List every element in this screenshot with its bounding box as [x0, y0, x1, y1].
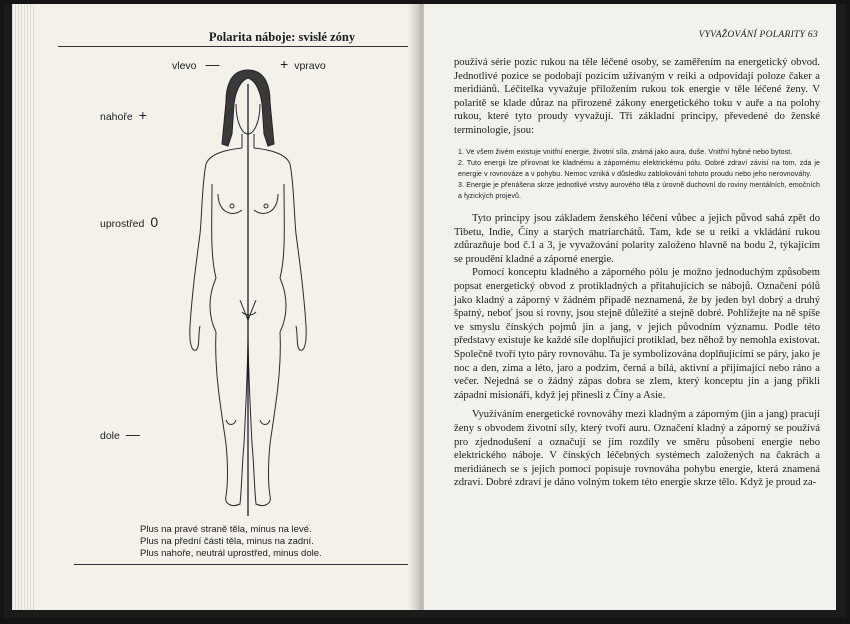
caption-rule [74, 564, 414, 565]
left-page [12, 4, 422, 610]
label-middle: uprostřed 0 [100, 214, 159, 230]
label-bottom: dole — [100, 426, 140, 442]
caption-line: Plus na pravé straně těla, minus na levé. [140, 524, 312, 535]
caption-line: Plus na přední části těla, minus na zadní. [140, 536, 314, 547]
body-text [454, 56, 820, 490]
principle-item: 1. Ve všem živém existuje vnitřní energie, životní síla, známá jako aura, duše. Vnitřní hybné nebo bytost. [458, 148, 793, 156]
paragraph: Využíváním energetické rovnováhy mezi kladným a záporným (jin a jang) pracují ženy s obvodem životní síly, který tvoří auru. Označení kladný a záporný se používá pro zjednodušení a označují se jím rozdíly ve směru působení energie nebo elektrického náboje. V čínských léčebných systémech založených na čakrách a meridiánech se s jejich pomocí popisuje rovnováha pohybu energie, která znamená zdraví. Dobré zdraví je dáno volným tokem této energie skrze tělo. Když je proud za- [454, 409, 820, 489]
paragraph: používá série pozic rukou na těle léčené osoby, se zaměřením na energetický obvod. Jednotlivé pozice se podobají pozicím užívaným v reiki a odpovídají poloze čaker a meridiánů. Léčitelka vyvažuje přiložením rukou tok energie v těle léčené ženy. V polaritě se klade důraz na přirozené zákony energetického toku v auře a na polohy rukou, které tyto proudy vyvažují. Tři základní principy, převedené do ženské terminologie, jsou: [454, 57, 820, 136]
label-top: nahoře + [100, 107, 147, 123]
principle-item: 2. Tuto energii lze přirovnat ke kladnému a zápornému elektrickému pólu. Dobré zdraví závisí na tom, zda je energie v rovnováze a v pohybu. Nemoc vzniká v důsledku zablokování tohoto proudu nebo jeho nerovnováhy. [458, 160, 820, 178]
label-right: + vpravo [280, 56, 326, 72]
page-edges [12, 4, 34, 610]
right-page [424, 4, 836, 610]
body-figure-illustration [162, 64, 342, 516]
principle-item: 3. Energie je přenášena skrze jednotlivé vrstvy aurového těla z úrovně duchovní do roviny mentálních, emočních a fyzických projevů. [458, 182, 820, 200]
paragraph: Tyto principy jsou základem ženského léčení vůbec a jejich původ sahá zpět do Tibetu, Indie, Číny a starých matriarchátů. Tam, kde se u reiki a vkládání rukou zdůrazňuje bod č.1 a 3, je vyvažování polarity založeno hlavně na bodu 2, týkajícím se proudění kladné a záporné energie. [454, 213, 820, 265]
figure-title: Polarita náboje: svislé zóny [208, 30, 356, 44]
paragraph: Pomocí konceptu kladného a záporného pólu je možno jednoduchým způsobem popsat energetický obvod z protikladných a přitahujících se nábojů. Označení pólů jako kladný a záporný v žádném případě neznamená, že by jeden byl dobrý a druhý špatný, neboť jsou si rovny, jsou stejně důležité a stejně dobré. Pohlížejte na ně spíše ve smyslu čínských pojmů jin a jang, v jejich původním významu. Podle této představy existuje ke každé síle doplňující protiklad, bez něhož by nemohla existovat. Společně tvoří tyto páry rovnováhu. Ta je symbolizována doplňujícími se páry, jako je noc a den, zima a léto, jaro a podzim, černá a bílá, aktivní a přijímající nebo ráno a večer. Nejedná se o žádný zápas dobra se zlem, který konceptu jin a jang přikli západní misionáři, když jej přinesli z Číny a Asie. [454, 267, 820, 401]
figure-caption [140, 524, 370, 560]
label-left: vlevo — [172, 56, 220, 72]
caption-line: Plus nahoře, neutrál uprostřed, minus dole. [140, 548, 322, 559]
principles-list [458, 148, 820, 203]
title-rule [58, 46, 408, 47]
running-head: VYVAŽOVÁNÍ POLARITY 63 [698, 30, 818, 40]
